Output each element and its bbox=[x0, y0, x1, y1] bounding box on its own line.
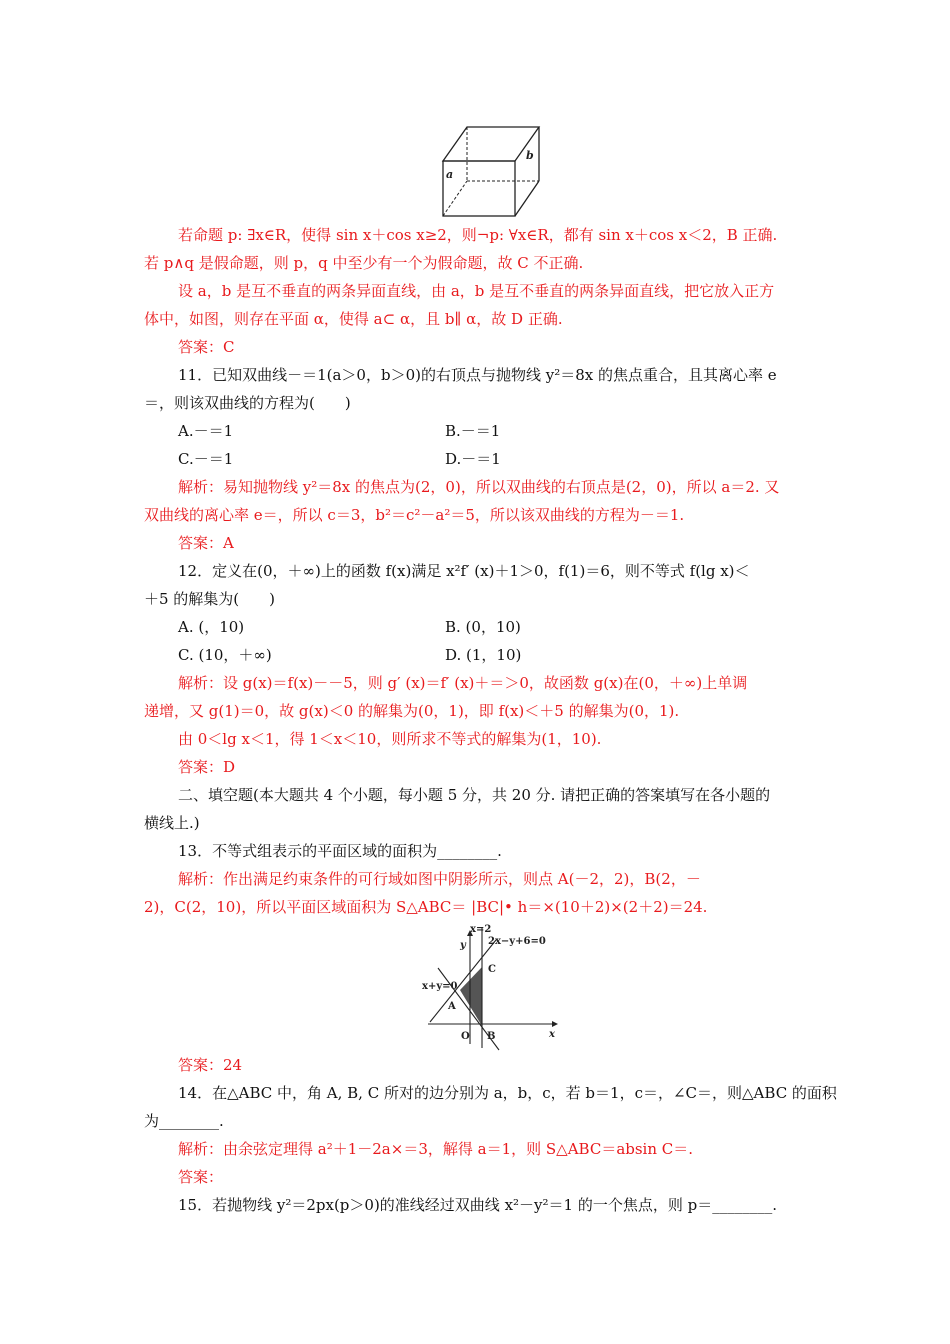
option-a: A.－＝1 bbox=[178, 422, 234, 440]
option-a: A. (，10) bbox=[178, 618, 245, 636]
region-figure bbox=[420, 922, 570, 1052]
option-c: C.－＝1 bbox=[178, 450, 234, 468]
option-d: D. (1，10) bbox=[445, 646, 522, 664]
label-line-c: 2x−y+6=0 bbox=[488, 936, 546, 947]
solution-line: 解析：设 g(x)＝f(x)－－5，则 g′ (x)＝f′ (x)＋＝＞0，故函数 g(x)在(0，＋∞)上单调 bbox=[178, 674, 748, 692]
text-line: ＋5 的解集为( ) bbox=[144, 590, 276, 608]
option-b: B. (0，10) bbox=[445, 618, 521, 636]
solution-line: 由 0＜lg x＜1，得 1＜x＜10，则所求不等式的解集为(1，10). bbox=[178, 730, 602, 748]
solution-line: 解析：作出满足约束条件的可行域如图中阴影所示，则点 A(－2，2)，B(2，－ bbox=[178, 870, 701, 888]
cube-figure bbox=[440, 124, 545, 218]
answer-label: 答案：C bbox=[178, 338, 235, 356]
text-line: 体中，如图，则存在平面 α，使得 a⊂ α，且 b∥ α，故 D 正确. bbox=[144, 310, 563, 328]
option-b: B.－＝1 bbox=[445, 422, 501, 440]
shaded-region bbox=[460, 967, 482, 1026]
solution-line: 递增，又 g(1)＝0，故 g(x)＜0 的解集为(0，1)，即 f(x)＜＋5 的解集为(0，1). bbox=[144, 702, 680, 720]
question-15: 15．若抛物线 y²＝2px(p＞0)的准线经过双曲线 x²－y²＝1 的一个焦点，则 p＝________. bbox=[178, 1196, 777, 1214]
answer-label: 答案：D bbox=[178, 758, 236, 776]
text-line: 横线上.) bbox=[144, 814, 200, 832]
option-d: D.－＝1 bbox=[445, 450, 501, 468]
solution-line: 双曲线的离心率 e＝，所以 c＝3，b²＝c²－a²＝5，所以该双曲线的方程为－＝1. bbox=[144, 506, 685, 524]
question-14: 14．在△ABC 中，角 A, B, C 所对的边分别为 a，b，c，若 b＝1，c＝，∠C＝，则△ABC 的面积 bbox=[178, 1084, 837, 1102]
label-point-b: B bbox=[487, 1031, 496, 1042]
solution-line: 2)，C(2，10)，所以平面区域面积为 S△ABC＝ |BC|• h＝×(10＋2)×(2＋2)＝24. bbox=[144, 898, 708, 916]
question-11: 11．已知双曲线－＝1(a＞0，b＞0)的右顶点与抛物线 y²＝8x 的焦点重合，且其离心率 e bbox=[178, 366, 777, 384]
option-c: C. (10，＋∞) bbox=[178, 646, 272, 664]
solution-line: 解析：易知抛物线 y²＝8x 的焦点为(2，0)，所以双曲线的右顶点是(2，0)，所以 a＝2. 又 bbox=[178, 478, 780, 496]
answer-label: 答案：A bbox=[178, 534, 234, 552]
cube-label-b: b bbox=[526, 149, 534, 162]
label-x-axis: x bbox=[549, 1029, 555, 1040]
solution-line: 解析：由余弦定理得 a²＋1－2a×＝3，解得 a＝1，则 S△ABC＝absin C＝. bbox=[178, 1140, 694, 1158]
text-line: 设 a，b 是互不垂直的两条异面直线，由 a，b 是互不垂直的两条异面直线，把它放入正方 bbox=[178, 282, 775, 300]
label-y-axis: y bbox=[460, 940, 466, 951]
question-12: 12．定义在(0，＋∞)上的函数 f(x)满足 x²f′ (x)＋1＞0，f(1)＝6，则不等式 f(lg x)＜ bbox=[178, 562, 750, 580]
label-point-a: A bbox=[448, 1001, 456, 1012]
label-line-xy: x+y=0 bbox=[422, 981, 458, 992]
question-13: 13．不等式组表示的平面区域的面积为________. bbox=[178, 842, 502, 860]
text-line: 若命题 p: ∃x∈R，使得 sin x＋cos x≥2，则¬p: ∀x∈R，都有 sin x＋cos x＜2，B 正确. bbox=[178, 226, 778, 244]
text-line: ＝，则该双曲线的方程为( ) bbox=[144, 394, 351, 412]
label-point-c: C bbox=[488, 964, 496, 975]
text-line: 为________. bbox=[144, 1112, 224, 1130]
section-heading: 二、填空题(本大题共 4 个小题，每小题 5 分，共 20 分. 请把正确的答案填写在各小题的 bbox=[178, 786, 771, 804]
label-origin: O bbox=[461, 1031, 470, 1042]
answer-label: 答案： bbox=[178, 1168, 224, 1186]
label-x-eq-2: x=2 bbox=[470, 924, 492, 935]
cube-label-a: a bbox=[446, 168, 454, 181]
answer-label: 答案：24 bbox=[178, 1056, 243, 1074]
text-line: 若 p∧q 是假命题，则 p，q 中至少有一个为假命题，故 C 不正确. bbox=[144, 254, 584, 272]
